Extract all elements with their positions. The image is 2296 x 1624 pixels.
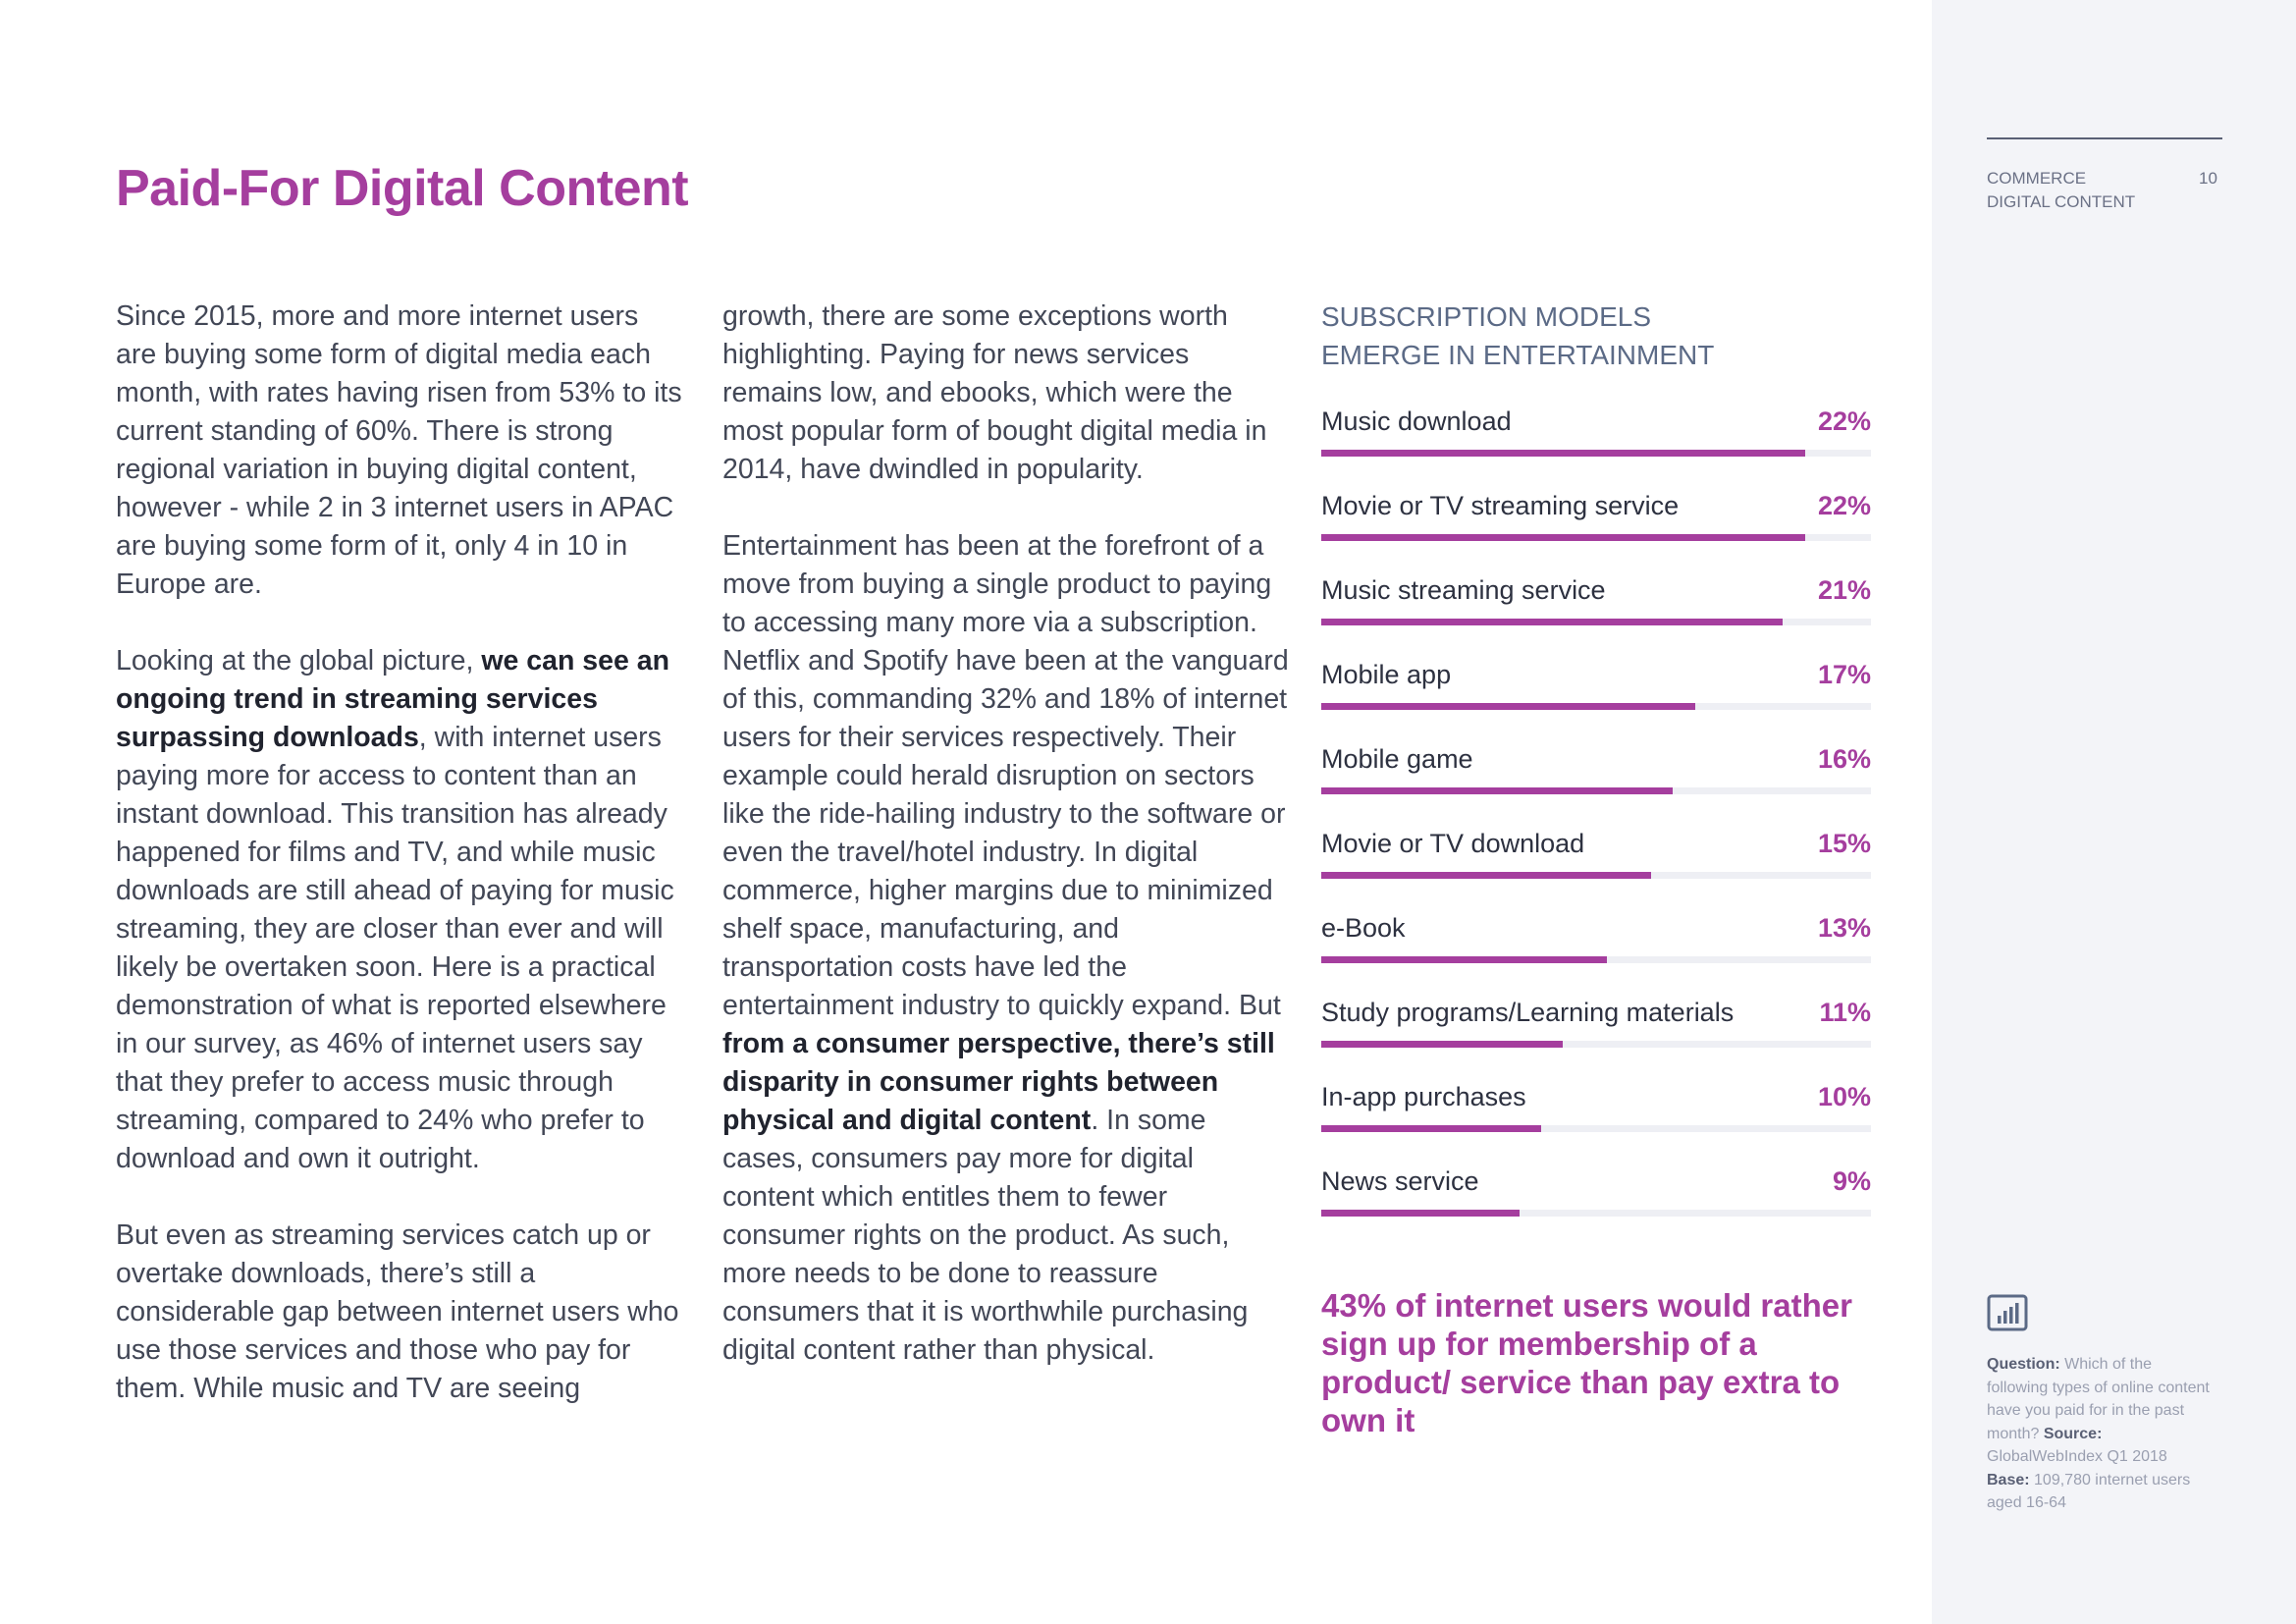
section-label-line1: COMMERCE (1987, 169, 2087, 188)
bar-value-label: 10% (1817, 1082, 1871, 1111)
sidebar-divider (1987, 137, 2222, 139)
section-label-line2: DIGITAL CONTENT (1987, 192, 2136, 211)
section-label (1987, 167, 2135, 214)
paragraph: growth, there are some exceptions worth highlighting. Paying for news services remains low, and ebooks, which were the most popular form of bought digital media in 2014, have dwindled in popularity. (722, 300, 1267, 485)
bar-row (1321, 826, 1871, 885)
bar-track (1321, 619, 1871, 625)
bar-row (1321, 488, 1871, 547)
paragraph (116, 642, 685, 1178)
bar-row (1321, 1164, 1871, 1222)
bar (1321, 956, 1607, 963)
bar (1321, 1041, 1563, 1048)
bar-value-label: 15% (1817, 829, 1871, 858)
bar-track (1321, 450, 1871, 457)
bar-track (1321, 703, 1871, 710)
bar-label: News service (1321, 1166, 1479, 1196)
base-label: Base: (1987, 1471, 2030, 1489)
bar (1321, 1125, 1541, 1132)
bar-track (1321, 787, 1871, 794)
bar-track (1321, 956, 1871, 963)
bar-value-label: 11% (1819, 998, 1871, 1027)
bar-label: Movie or TV download (1321, 829, 1585, 858)
bar-row (1321, 995, 1871, 1054)
bar (1321, 872, 1651, 879)
question-label: Question: (1987, 1356, 2060, 1373)
bar-value-label: 16% (1817, 744, 1871, 774)
bar-row (1321, 741, 1871, 800)
bar-value-label: 9% (1832, 1166, 1871, 1196)
body-column-1 (116, 298, 685, 1446)
bar-label: Mobile game (1321, 744, 1473, 774)
bar-row (1321, 572, 1871, 631)
bar-track (1321, 534, 1871, 541)
body-column-2 (722, 298, 1292, 1408)
paragraph: But even as streaming services catch up or overtake downloads, there’s still a considerable gap between internet users who use those services and those who pay for them. While music and TV are seeing (116, 1219, 679, 1404)
page-number: 10 (2199, 169, 2217, 188)
bar-value-label: 21% (1817, 575, 1871, 605)
text-run: , with internet users paying more for access to content than an instant download. This transition has already happened for films and TV, and while music downloads are still ahead of paying for music streaming, they are closer than ever and will likely be overtaken soon. Here is a practical demonstration of what is reported elsewhere in our survey, as 46% of internet users say that they prefer to access music through streaming, compared to 24% who prefer to download and own it outright. (116, 722, 674, 1174)
bar (1321, 703, 1695, 710)
text-run: . In some cases, consumers pay more for digital content which entitles them to fewer consumer rights on the product. As such, more needs to be done to reassure consumers that it is worthwhile purchasing digital content rather than physical. (722, 1105, 1249, 1366)
bar-row (1321, 657, 1871, 716)
source-label: Source: (2043, 1425, 2103, 1442)
text-run: Looking at the global picture, (116, 645, 482, 677)
paragraph: Since 2015, more and more internet users are buying some form of digital media each month, with rates having risen from 53% to its current standing of 60%. There is strong regional variation in buying digital content, however - while 2 in 3 internet users in APAC are buying some form of it, only 4 in 10 in Europe are. (116, 300, 682, 600)
bar (1321, 450, 1805, 457)
callout-statistic: 43% of internet users would rather sign up for membership of a product/ service than pay extra to own it (1321, 1287, 1852, 1438)
bar-value-label: 22% (1817, 491, 1871, 520)
chart-title (1321, 298, 1871, 374)
bar-chart-icon (1987, 1294, 2028, 1331)
bar (1321, 787, 1673, 794)
bar (1321, 534, 1805, 541)
bar-row (1321, 910, 1871, 969)
source-text: GlobalWebIndex Q1 2018 (1987, 1448, 2167, 1465)
bar-row (1321, 1079, 1871, 1138)
bar-label: Study programs/Learning materials (1321, 998, 1735, 1027)
bar-track (1321, 872, 1871, 879)
page-title: Paid-For Digital Content (116, 160, 689, 217)
bar-track (1321, 1041, 1871, 1048)
emphasis-text: we can see an ongoing trend in streaming services surpassing downloads (116, 645, 670, 753)
bar-track (1321, 1125, 1871, 1132)
bar-label: Music download (1321, 406, 1512, 436)
base-text: 109,780 internet users aged 16-64 (1987, 1471, 2191, 1511)
text-run: Entertainment has been at the forefront of a move from buying a single product to paying to accessing many more via a subscription. Netflix and Spotify have been at the vanguard of this, commanding 32% and 18% of internet users for their services respectively. Their example could herald disruption on sectors like the ride-hailing industry to the software or even the travel/hotel industry. In digital commerce, higher margins due to minimized shelf space, manufacturing, and transportation costs have led the entertainment industry to quickly expand. But (722, 530, 1289, 1021)
paragraph (722, 527, 1292, 1370)
subscription-chart (1321, 298, 1871, 1196)
bar-label: e-Book (1321, 913, 1406, 943)
bar-label: Movie or TV streaming service (1321, 491, 1680, 520)
emphasis-text: from a consumer perspective, there’s still disparity in consumer rights between physical and digital content (722, 1028, 1275, 1136)
source-note (1987, 1353, 2213, 1515)
bar-row (1321, 404, 1871, 462)
bar-value-label: 13% (1817, 913, 1871, 943)
chart-title-line1: SUBSCRIPTION MODELS (1321, 301, 1652, 332)
question-text: Which of the following types of online content have you paid for in the past month? (1987, 1356, 2210, 1442)
bar-label: Mobile app (1321, 660, 1452, 689)
bar-value-label: 17% (1817, 660, 1871, 689)
bar-track (1321, 1210, 1871, 1217)
bar-label: Music streaming service (1321, 575, 1606, 605)
bar-label: In-app purchases (1321, 1082, 1526, 1111)
bar (1321, 619, 1783, 625)
chart-title-line2: EMERGE IN ENTERTAINMENT (1321, 340, 1715, 370)
bar (1321, 1210, 1520, 1217)
bar-value-label: 22% (1817, 406, 1871, 436)
